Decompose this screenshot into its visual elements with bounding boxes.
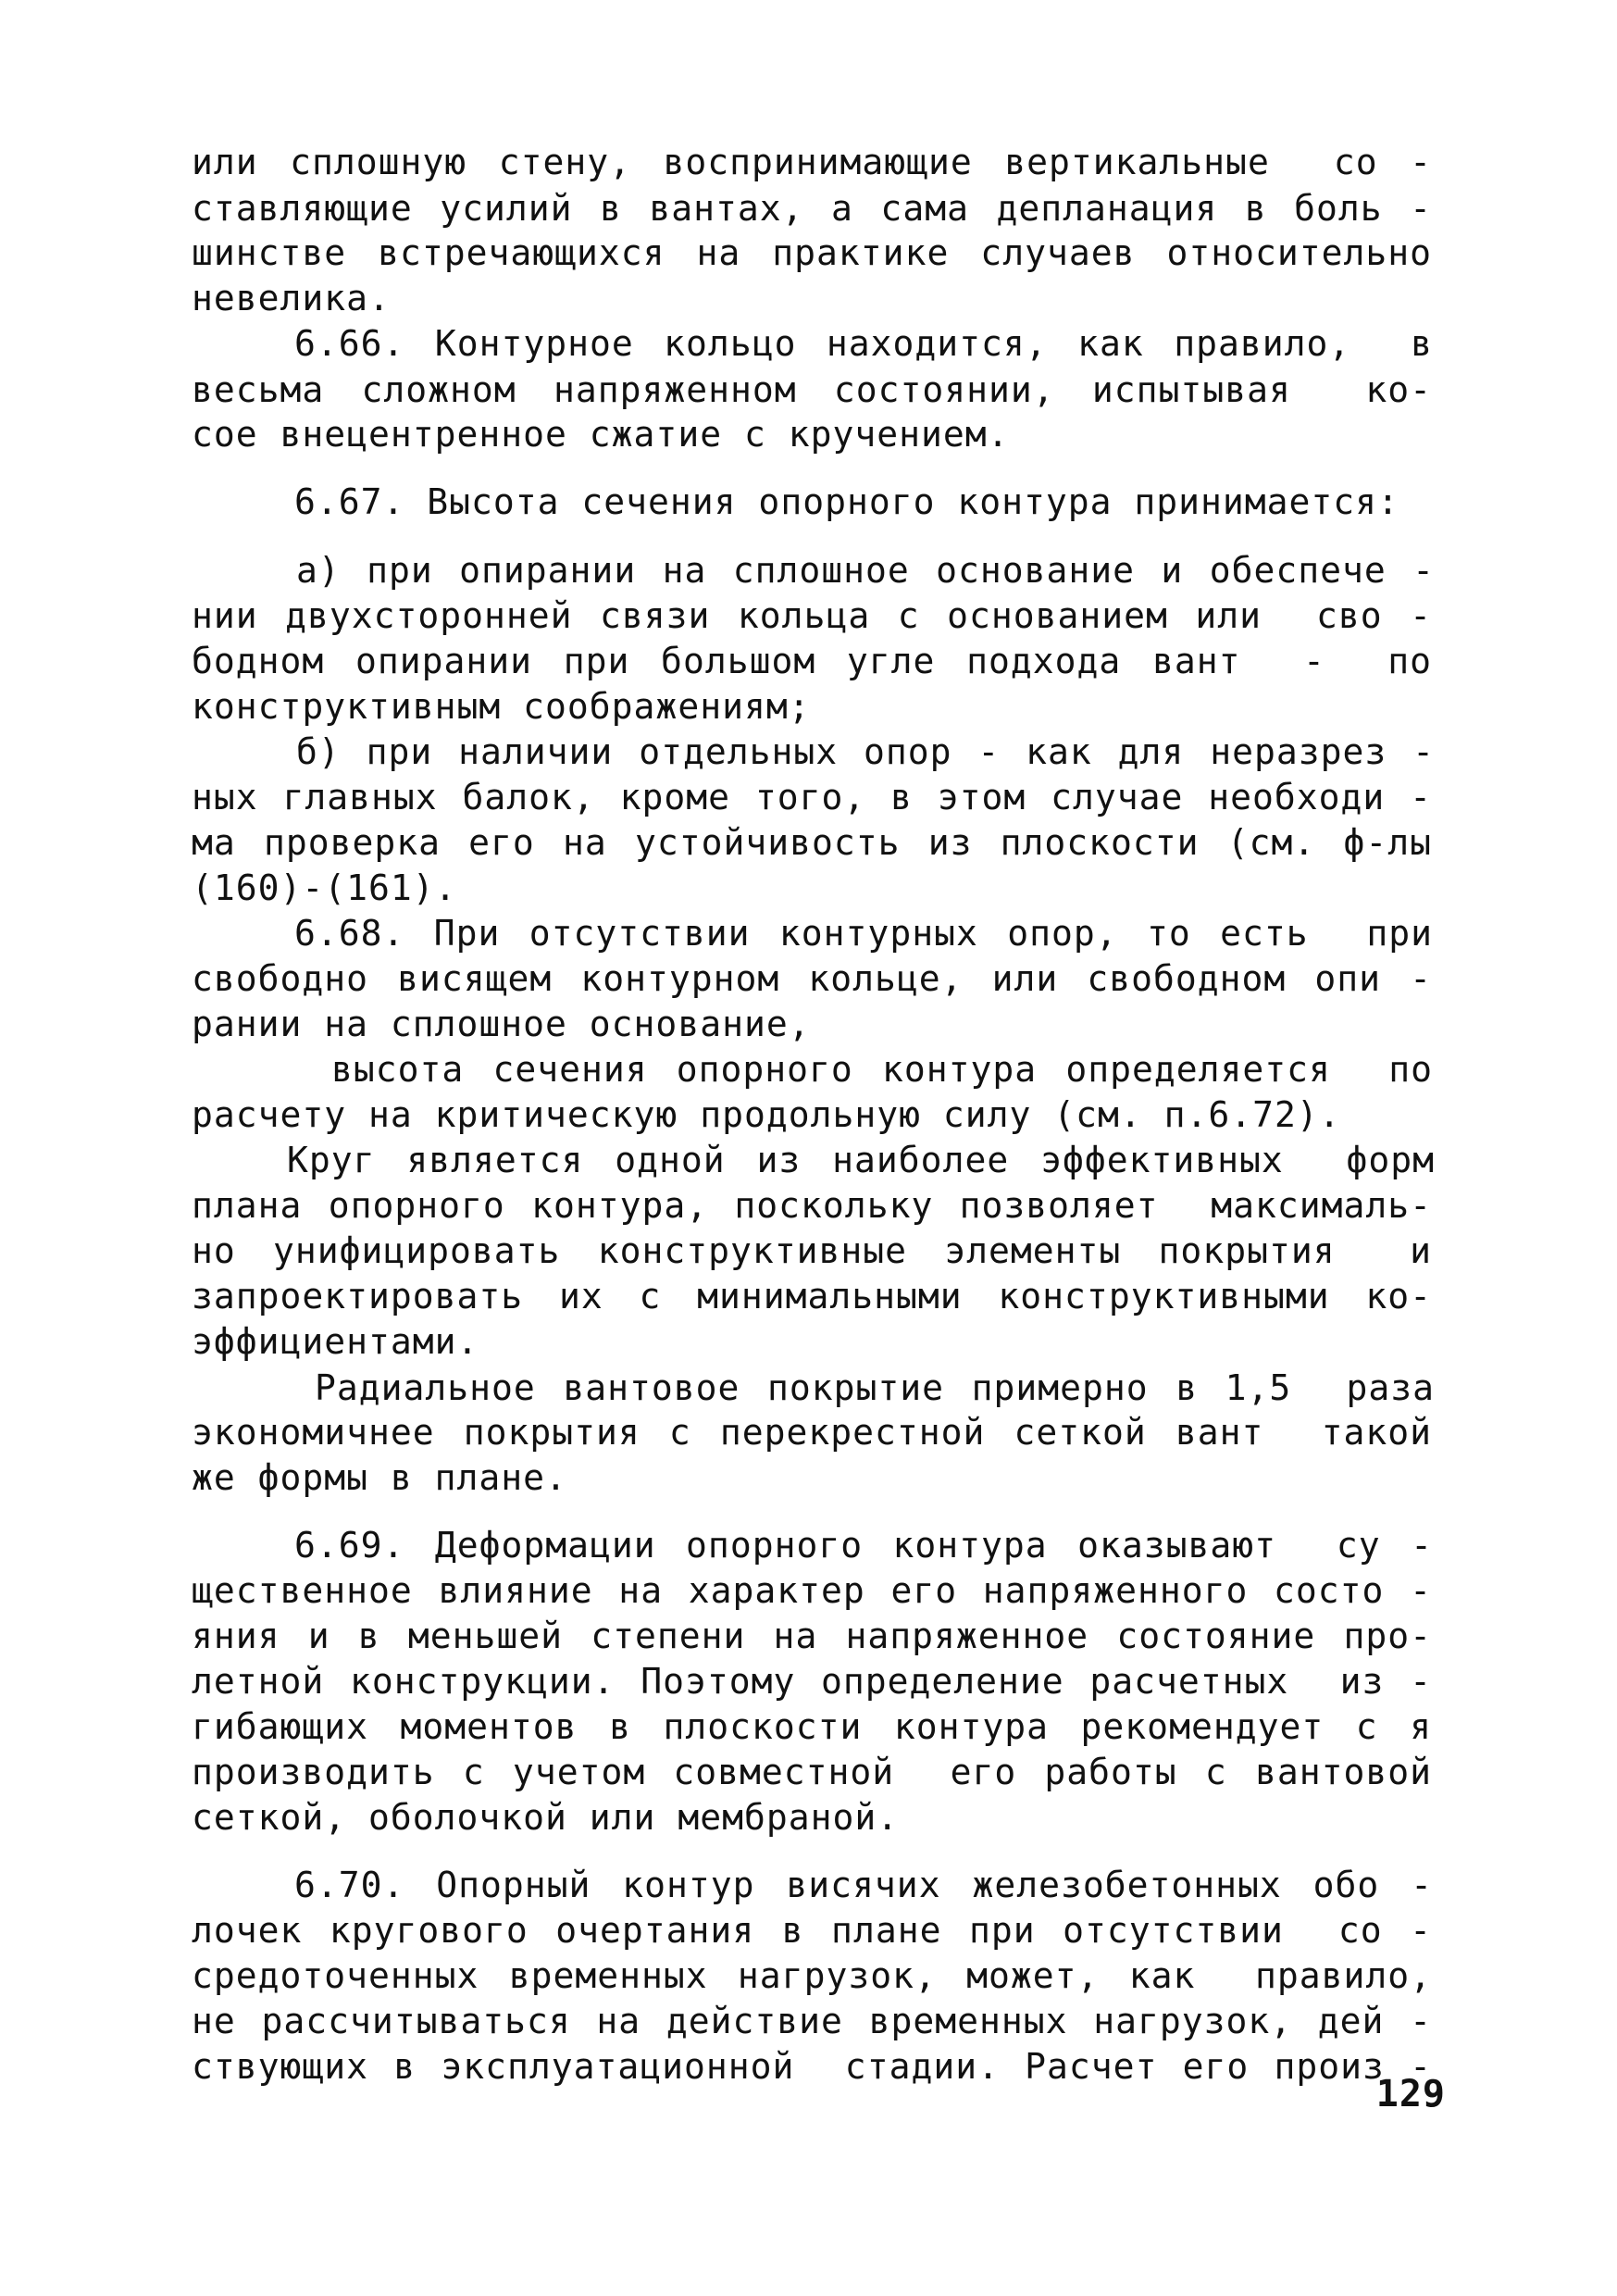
page-number: 129 xyxy=(1375,2073,1446,2115)
text-line: же формы в плане. xyxy=(192,1457,567,1498)
text-line: 6.66. Контурное кольцо находится, как правило, в xyxy=(294,323,1433,364)
text-line: рании на сплошное основание, xyxy=(192,1004,811,1044)
text-line: а) при опирании на сплошное основание и обеспече - xyxy=(296,550,1435,591)
text-line: гибающих моментов в плоскости контура рекомендует с я xyxy=(192,1706,1432,1747)
text-line: ствующих в эксплуатационной стадии. Расчет его произ - xyxy=(192,2046,1432,2087)
text-line: лочек кругового очертания в плане при отсутствии со - xyxy=(192,1910,1432,1951)
text-line: конструктивным соображениям; xyxy=(192,686,811,727)
text-line: высота сечения опорного контура определяется по xyxy=(331,1049,1433,1090)
text-line: ма проверка его на устойчивость из плоскости (см. ф-лы xyxy=(192,822,1432,863)
text-line: 6.69. Деформации опорного контура оказывают су - xyxy=(294,1525,1433,1566)
text-line: средоточенных временных нагрузок, может, как правило, xyxy=(192,1955,1432,1996)
text-line: запроектировать их с минимальными конструктивными ко- xyxy=(192,1276,1432,1316)
text-line: но унифицировать конструктивные элементы покрытия и xyxy=(192,1230,1432,1271)
text-line: сеткой, оболочкой или мембраной. xyxy=(192,1797,900,1838)
text-line: щественное влияние на характер его напряженного состо - xyxy=(192,1570,1432,1611)
text-line: бодном опирании при большом угле подхода вант - по xyxy=(192,641,1432,681)
text-line: шинстве встречающихся на практике случаев относительно xyxy=(192,232,1432,273)
text-line: расчету на критическую продольную силу (см. п.6.72). xyxy=(192,1094,1341,1135)
text-line: ставляющие усилий в вантах, а сама депланация в боль - xyxy=(192,188,1432,229)
text-line: или сплошную стену, воспринимающие вертикальные со - xyxy=(192,142,1432,182)
text-line: невелика. xyxy=(192,278,391,318)
text-line: б) при наличии отдельных опор - как для неразрез - xyxy=(296,731,1435,772)
text-line: сое внецентренное сжатие с кручением. xyxy=(192,414,1010,455)
text-line: 6.67. Высота сечения опорного контура принимается: xyxy=(294,481,1399,522)
text-line: Круг является одной из наиболее эффективных форм xyxy=(287,1140,1435,1180)
text-line: плана опорного контура, поскольку позволяет максималь- xyxy=(192,1185,1432,1226)
text-line: эффициентами. xyxy=(192,1321,479,1362)
text-line: Радиальное вантовое покрытие примерно в 1,5 раза xyxy=(315,1367,1435,1408)
text-line: не рассчитываться на действие временных нагрузок, дей - xyxy=(192,2001,1432,2041)
text-line: летной конструкции. Поэтому определение расчетных из - xyxy=(192,1661,1432,1702)
text-line: 6.68. При отсутствии контурных опор, то есть при xyxy=(294,913,1433,954)
text-line: ных главных балок, кроме того, в этом случае необходи - xyxy=(192,777,1432,817)
text-line: производить с учетом совместной его работы с вантовой xyxy=(192,1752,1432,1792)
text-line: свободно висящем контурном кольце, или свободном опи - xyxy=(192,958,1432,999)
text-line: весьма сложном напряженном состоянии, испытывая ко- xyxy=(192,369,1432,410)
text-line: экономичнее покрытия с перекрестной сеткой вант такой xyxy=(192,1412,1432,1453)
text-line: 6.70. Опорный контур висячих железобетонных обо - xyxy=(294,1865,1433,1905)
text-line: нии двухсторонней связи кольца с основанием или сво - xyxy=(192,595,1432,636)
text-line: (160)-(161). xyxy=(192,867,457,908)
text-line: яния и в меньшей степени на напряженное состояние про- xyxy=(192,1616,1432,1656)
